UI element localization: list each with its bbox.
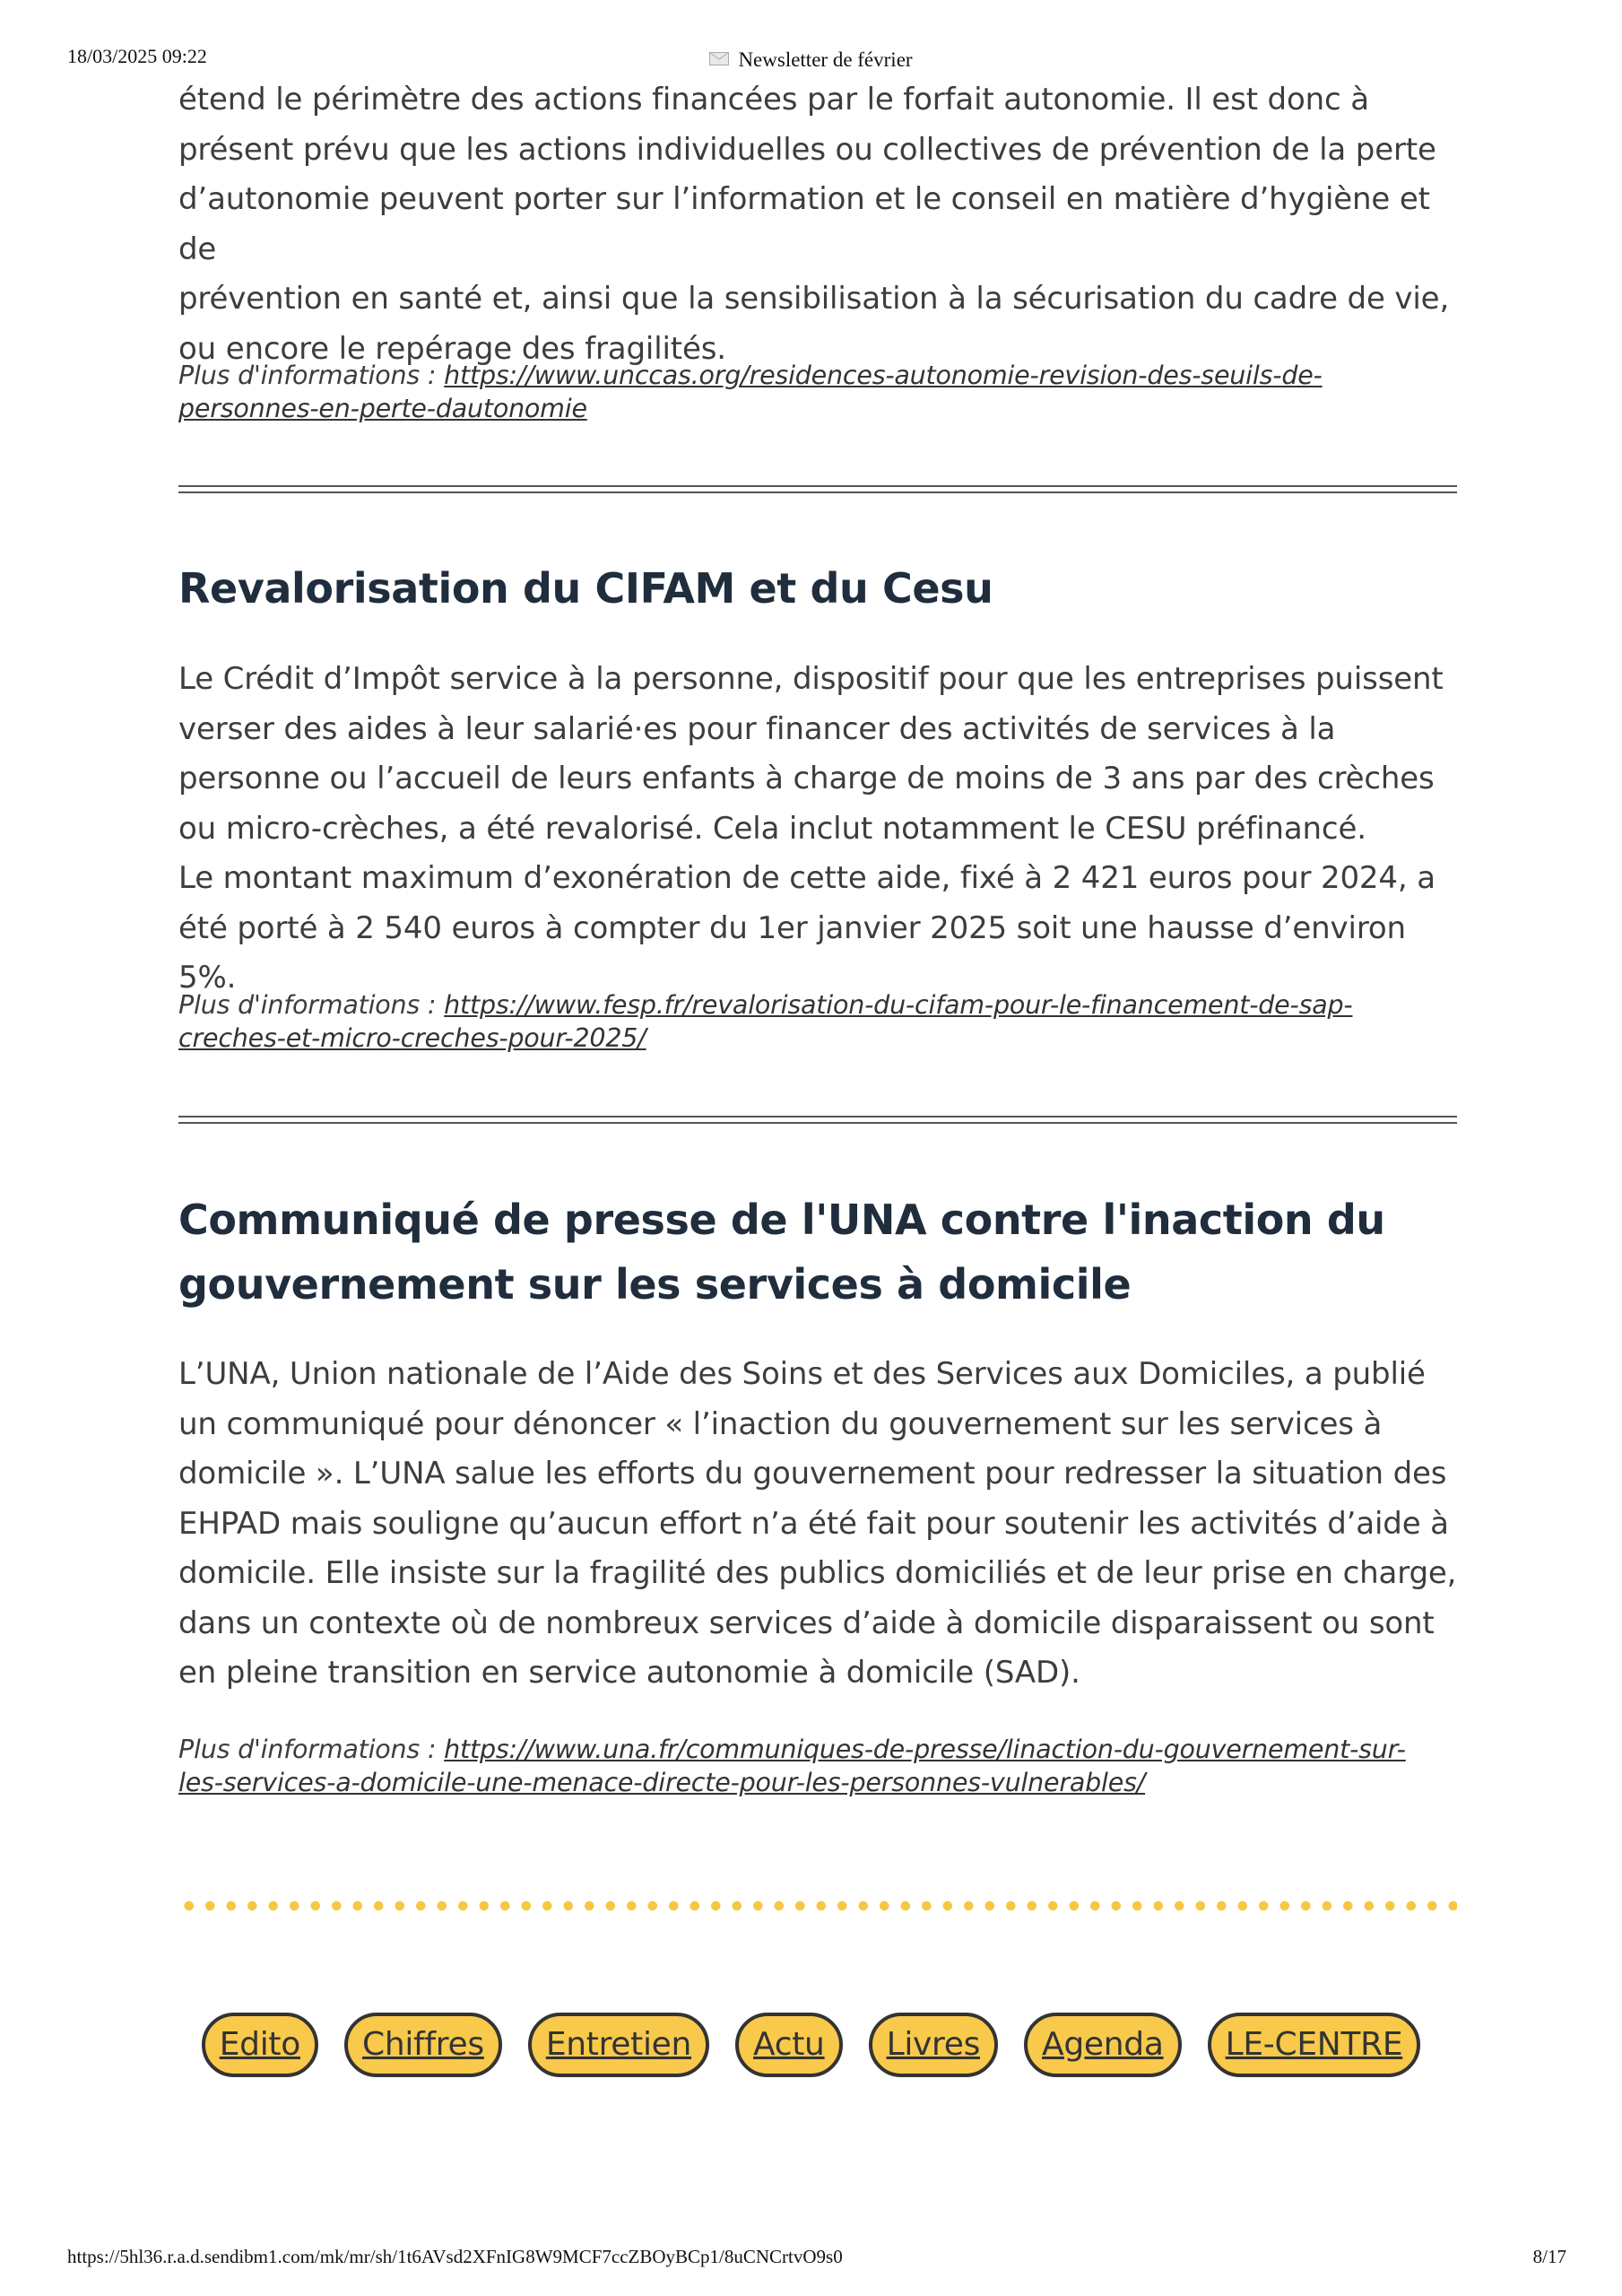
section-divider bbox=[178, 1116, 1457, 1118]
nav-button-actu[interactable]: Actu bbox=[735, 2013, 843, 2077]
article-line: dans un contexte où de nombreux services d’aide à domicile disparaissent ou sont bbox=[178, 1605, 1435, 1641]
nav-button-chiffres[interactable]: Chiffres bbox=[344, 2013, 502, 2077]
newsletter-nav bbox=[0, 2013, 1622, 2077]
article-line: verser des aides à leur salarié·es pour financer des activités de services à la bbox=[178, 710, 1336, 747]
article-line: EHPAD mais souligne qu’aucun effort n’a été fait pour soutenir les activités d’aide à bbox=[178, 1505, 1449, 1542]
article-una bbox=[178, 1187, 1457, 1317]
article-line: domicile ». L’UNA salue les efforts du gouvernement pour redresser la situation des bbox=[178, 1456, 1447, 1492]
article-line: Le Crédit d’Impôt service à la personne, dispositif pour que les entreprises puissent bbox=[178, 661, 1444, 697]
article-line: ou micro-crèches, a été revalorisé. Cela inclut notamment le CESU préfinancé. bbox=[178, 810, 1366, 847]
intro-line: étend le périmètre des actions financées par le forfait autonomie. Il est donc à bbox=[178, 82, 1369, 117]
more-info-label: Plus d'informations : bbox=[178, 990, 445, 1020]
article-line: Le montant maximum d’exonération de cette aide, fixé à 2 421 euros pour 2024, a bbox=[178, 860, 1436, 896]
article-cifam-body bbox=[178, 655, 1457, 1004]
cifam-more-info bbox=[178, 988, 1457, 1055]
nav-button-edito[interactable]: Edito bbox=[202, 2013, 318, 2077]
more-info-link[interactable]: https://www.una.fr/communiques-de-presse/linaction-du-gouvernement-sur- les-services-a-domicile-une-menace-directe-pour-les-personnes-vulnerables/ bbox=[178, 1735, 1406, 1797]
intro-more-info bbox=[178, 359, 1457, 425]
una-more-info bbox=[178, 1733, 1457, 1799]
intro-line: d’autonomie peuvent porter sur l’information et le conseil en matière d’hygiène et de bbox=[178, 181, 1430, 267]
print-datetime: 18/03/2025 09:22 bbox=[67, 45, 207, 67]
print-title bbox=[0, 48, 1622, 72]
article-line: L’UNA, Union nationale de l’Aide des Soins et des Services aux Domiciles, a publié bbox=[178, 1356, 1426, 1392]
print-page-number: 8/17 bbox=[1532, 2246, 1566, 2267]
article-paragraph bbox=[178, 1350, 1457, 1699]
nav-button-livres[interactable]: Livres bbox=[869, 2013, 998, 2077]
article-line: domicile. Elle insiste sur la fragilité des publics domiciliés et de leur prise en charge, bbox=[178, 1555, 1457, 1591]
section-divider bbox=[178, 485, 1457, 487]
nav-button-entretien[interactable]: Entretien bbox=[528, 2013, 709, 2077]
intro-line: présent prévu que les actions individuelles ou collectives de prévention de la perte bbox=[178, 131, 1436, 168]
article-paragraph bbox=[178, 655, 1457, 1004]
nav-button-le-centre[interactable]: LE-CENTRE bbox=[1208, 2013, 1421, 2077]
more-info-label: Plus d'informations : bbox=[178, 1735, 445, 1764]
article-line: un communiqué pour dénoncer « l’inaction du gouvernement sur les services à bbox=[178, 1405, 1383, 1442]
more-info-label: Plus d'informations : bbox=[178, 361, 445, 390]
intro-line: ou encore le repérage des fragilités. bbox=[178, 330, 726, 367]
article-title: Revalorisation du CIFAM et du Cesu bbox=[178, 564, 993, 613]
more-info-link[interactable]: https://www.unccas.org/residences-autonomie-revision-des-seuils-de- personnes-en-perte-dautonomie bbox=[178, 361, 1323, 423]
dotted-divider bbox=[178, 1900, 1457, 1912]
article-line: en pleine transition en service autonomie à domicile (SAD). bbox=[178, 1655, 1080, 1691]
intro-section bbox=[178, 75, 1457, 374]
envelope-icon bbox=[709, 52, 729, 65]
article-cifam bbox=[178, 556, 1457, 621]
print-title-text: Newsletter de février bbox=[738, 48, 913, 71]
article-title: Communiqué de presse de l'UNA contre l'inaction du gouvernement sur les services à domicile bbox=[178, 1196, 1385, 1309]
more-info-link[interactable]: https://www.fesp.fr/revalorisation-du-cifam-pour-le-financement-de-sap- creches-et-micro-creches-pour-2025/ bbox=[178, 990, 1353, 1053]
article-line: personne ou l’accueil de leurs enfants à charge de moins de 3 ans par des crèches bbox=[178, 761, 1435, 796]
intro-paragraph bbox=[178, 75, 1457, 374]
intro-line: prévention en santé et, ainsi que la sensibilisation à la sécurisation du cadre de vie, bbox=[178, 281, 1450, 317]
article-una-body bbox=[178, 1350, 1457, 1699]
print-url: https://5hl36.r.a.d.sendibm1.com/mk/mr/sh/1t6AVsd2XFnIG8W9MCF7ccZBOyBCp1/8uCNCrtvO9s0 bbox=[67, 2246, 843, 2267]
nav-button-agenda[interactable]: Agenda bbox=[1024, 2013, 1182, 2077]
article-line: été porté à 2 540 euros à compter du 1er janvier 2025 soit une hausse d’environ 5%. bbox=[178, 909, 1406, 996]
